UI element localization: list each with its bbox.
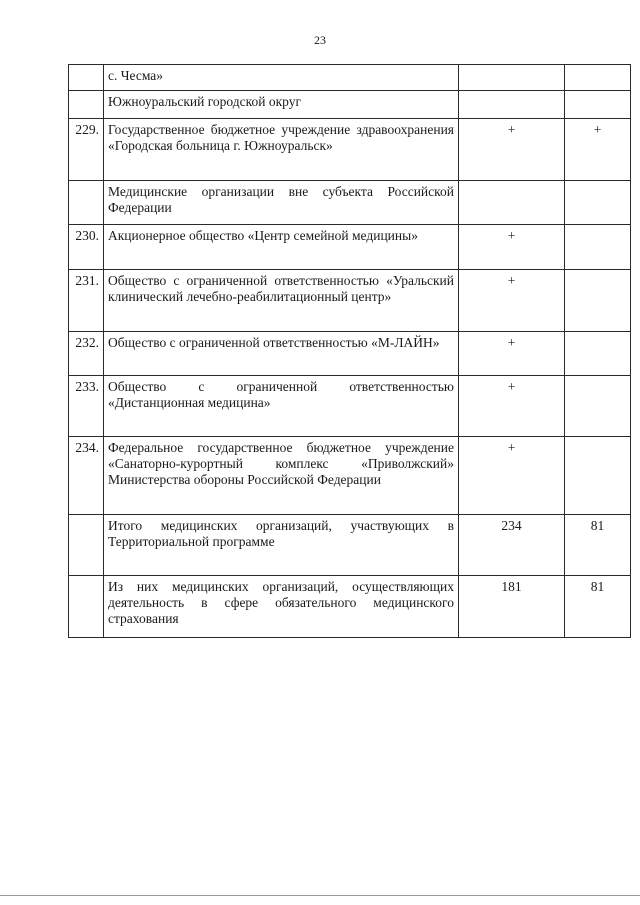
territorial-program-mark	[459, 91, 565, 119]
table-row	[69, 515, 631, 576]
table-row	[69, 376, 631, 437]
table-body	[69, 65, 631, 638]
organization-name: Акционерное общество «Центр семейной медицины»	[104, 225, 459, 270]
row-number	[69, 181, 104, 225]
table-row	[69, 270, 631, 332]
table-row	[69, 119, 631, 181]
table-row	[69, 437, 631, 515]
oms-mark	[565, 91, 631, 119]
territorial-program-mark: +	[459, 437, 565, 515]
oms-mark	[565, 65, 631, 91]
row-number	[69, 576, 104, 638]
organization-name: Общество с ограниченной ответственностью «М-ЛАЙН»	[104, 332, 459, 376]
territorial-program-mark: 234	[459, 515, 565, 576]
territorial-program-mark: +	[459, 119, 565, 181]
territorial-program-mark	[459, 181, 565, 225]
table-row	[69, 181, 631, 225]
table-row	[69, 332, 631, 376]
row-number: 229.	[69, 119, 104, 181]
organization-name: Общество с ограниченной ответственностью «Уральский клинический лечебно-реабилитационный центр»	[104, 270, 459, 332]
table-row	[69, 225, 631, 270]
table-row	[69, 576, 631, 638]
medical-organizations-table	[68, 64, 631, 638]
row-number: 234.	[69, 437, 104, 515]
row-number: 231.	[69, 270, 104, 332]
territorial-program-mark: +	[459, 270, 565, 332]
organization-name: Общество с ограниченной ответственностью «Дистанционная медицина»	[104, 376, 459, 437]
oms-mark	[565, 376, 631, 437]
territorial-program-mark: +	[459, 332, 565, 376]
row-number: 233.	[69, 376, 104, 437]
organization-name: Федеральное государственное бюджетное учреждение «Санаторно-курортный комплекс «Приволжский» Министерства обороны Российской Федерации	[104, 437, 459, 515]
row-number	[69, 515, 104, 576]
table-row	[69, 65, 631, 91]
territorial-program-mark	[459, 65, 565, 91]
oms-mark	[565, 437, 631, 515]
row-number: 230.	[69, 225, 104, 270]
row-number	[69, 91, 104, 119]
oms-mark	[565, 332, 631, 376]
oms-mark: +	[565, 119, 631, 181]
oms-mark	[565, 225, 631, 270]
organization-name: Медицинские организации вне субъекта Российской Федерации	[104, 181, 459, 225]
row-number: 232.	[69, 332, 104, 376]
territorial-program-mark: +	[459, 376, 565, 437]
organization-name: Из них медицинских организаций, осуществляющих деятельность в сфере обязательного медицинского страхования	[104, 576, 459, 638]
organization-name: Государственное бюджетное учреждение здравоохранения «Городская больница г. Южноуральск»	[104, 119, 459, 181]
organization-name: с. Чесма»	[104, 65, 459, 91]
row-number	[69, 65, 104, 91]
table-row	[69, 91, 631, 119]
oms-mark	[565, 270, 631, 332]
oms-mark: 81	[565, 576, 631, 638]
oms-mark	[565, 181, 631, 225]
territorial-program-mark: +	[459, 225, 565, 270]
organization-name: Итого медицинских организаций, участвующих в Территориальной программе	[104, 515, 459, 576]
oms-mark: 81	[565, 515, 631, 576]
territorial-program-mark: 181	[459, 576, 565, 638]
page-bottom-edge	[0, 895, 640, 896]
page-number: 23	[314, 33, 326, 47]
organization-name: Южноуральский городской округ	[104, 91, 459, 119]
